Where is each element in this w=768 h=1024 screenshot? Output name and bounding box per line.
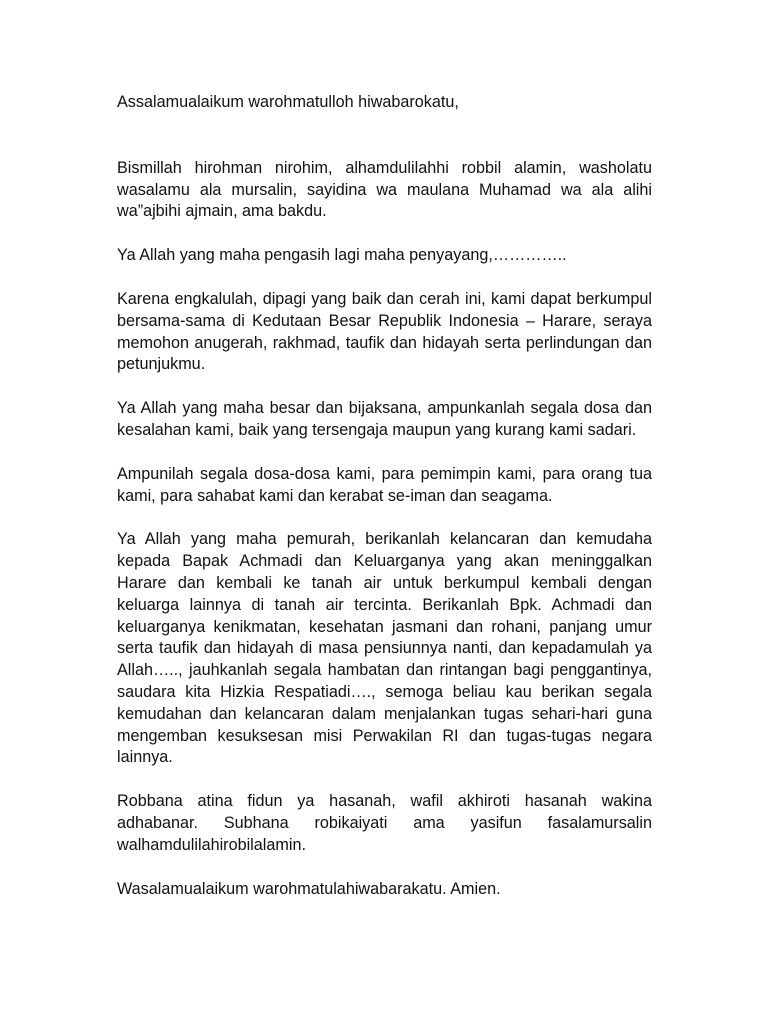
paragraph-farewell-blessing: Ya Allah yang maha pemurah, berikanlah kelancaran dan kemudaha kepada Bapak Achmadi dan Keluarganya yang akan meninggalkan Harare dan kembali ke tanah air untuk berkumpul kembali dengan keluarga lainnya di tanah air tercinta. Berikanlah Bpk. Achmadi dan keluarganya kenikmatan, kesehatan jasmani dan rohani, panjang umur serta taufik dan hidayah di masa pensiunnya nanti, dan kepadamulah ya Allah….., jauhkanlah segala hambatan dan rintangan bagi penggantinya, saudara kita Hizkia Respatiadi…., semoga beliau kau berikan segala kemudahan dan kelancaran dalam menjalankan tugas sehari-hari guna mengemban kesuksesan misi Perwakilan RI dan tugas-tugas negara lainnya. [117,530,652,767]
paragraph-gathering: Karena engkalulah, dipagi yang baik dan cerah ini, kami dapat berkumpul bersama-sama di Kedutaan Besar Republik Indonesia – Harare, seraya memohon anugerah, rakhmad, taufik dan hidayah serta perlindungan dan petunjukmu. [117,289,652,374]
closing-line: Wasalamualaikum warohmatulahiwabarakatu. Amien. [117,879,501,898]
paragraph-forgiveness-all: Ampunilah segala dosa-dosa kami, para pemimpin kami, para orang tua kami, para sahabat kami dan kerabat se-iman dan seagama. [117,464,652,505]
greeting-line: Assalamualaikum warohmatulloh hiwabarokatu, [117,93,459,111]
paragraph-closing-prayer: Robbana atina fidun ya hasanah, wafil akhiroti hasanah wakina adhabanar. Subhana robikaiyati ama yasifun fasalamursalin walhamdulilahirobilalamin. [117,792,652,854]
document-page [117,92,652,900]
paragraph-forgiveness: Ya Allah yang maha besar dan bijaksana, ampunkanlah segala dosa dan kesalahan kami, baik yang tersengaja maupun yang kurang kami sadari. [117,399,652,439]
paragraph-opening-prayer: Bismillah hirohman nirohim, alhamdulilahhi robbil alamin, washolatu wasalamu ala mursalin, sayidina wa maulana Muhamad wa ala alihi wa”ajbihi ajmain, ama bakdu. [117,158,652,221]
paragraph-invocation: Ya Allah yang maha pengasih lagi maha penyayang,………….. [117,246,567,265]
